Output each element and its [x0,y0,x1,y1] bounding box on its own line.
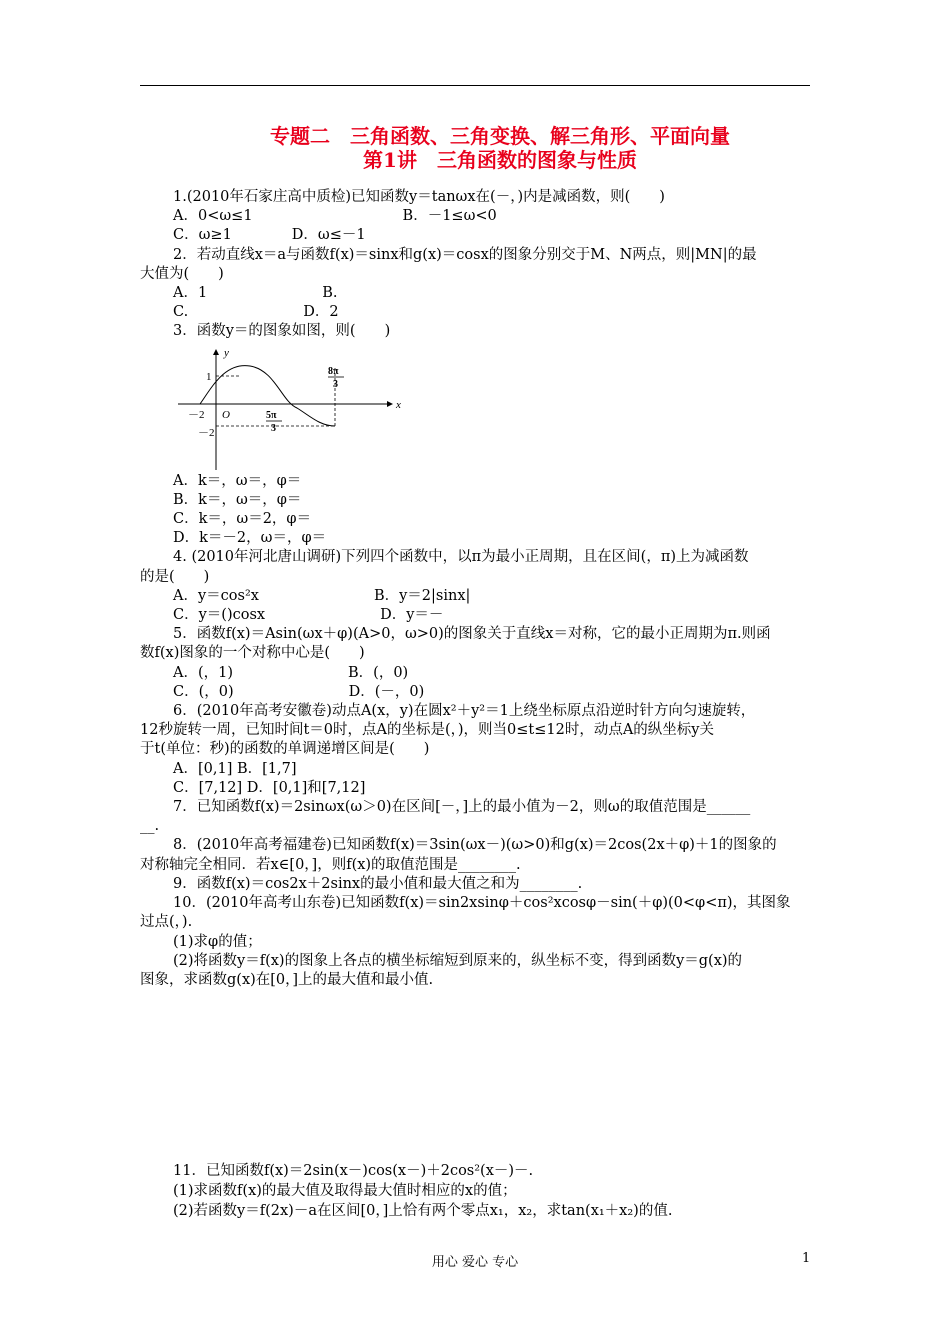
title-line-2: 第1讲 三角函数的图象与性质 [363,148,637,172]
q1-option-d: D．ω≤－1 [291,227,366,244]
q6-stem-3: 于t(单位：秒)的函数的单调递增区间是( ) [140,741,430,758]
q5-options-ab [140,664,810,683]
tick-label-8pi-den: 3 [333,378,338,390]
q10-part-2b: 图象，求函数g(x)在[0，]上的最大值和最小值. [140,971,434,988]
q4-option-d: D．y＝－ [380,607,444,624]
tick-label-5pi-den: 3 [271,422,276,434]
q7-stem-2: __. [140,818,160,835]
q6-stem-2: 12秒旋转一周，已知时间t＝0时，点A的坐标是(，)，则当0≤t≤12时，动点A的纵坐标y关 [140,722,715,739]
q5-option-a: A．(，1) [173,664,234,681]
y-axis-label: y [224,346,229,359]
q2-option-b: B. [322,285,338,302]
origin-label: O [222,408,230,421]
q6-options-cd: C．[7,12] D．[0,1]和[7,12] [173,779,366,796]
q1-option-a: A．0<ω≤1 [173,208,253,225]
q1-options-ab [140,207,810,226]
q5-stem-1: 5．函数f(x)＝Asin(ωx＋φ)(A>0，ω>0)的图象关于直线x＝对称，它的最小正周期为π.则函 [173,626,771,643]
q3-stem: 3．函数y＝的图象如图，则( ) [173,323,391,340]
q5-option-d: D．(－，0) [348,683,425,700]
q9-stem: 9．函数f(x)＝cos2x＋2sinx的最小值和最大值之和为________. [173,875,583,892]
q10-stem-1: 10．(2010年高考山东卷)已知函数f(x)＝sin2xsinφ＋cos²xcosφ－sin(＋φ)(0<φ<π)，其图象 [173,895,791,912]
q10-stem-2: 过点(，). [140,914,193,931]
q1-stem: 1.(2010年石家庄高中质检)已知函数y＝tanωx在(－，)内是减函数，则( ) [173,189,665,205]
q11-part-2: (2)若函数y＝f(2x)－a在区间[0，]上恰有两个零点x₁，x₂，求tan(x₁＋x₂)的值. [173,1203,673,1219]
q4-option-a: A．y＝cos²x [173,587,259,604]
tick-label-neg2-x: －2 [188,408,205,421]
q10-part-2a: (2)将函数y＝f(x)的图象上各点的横坐标缩短到原来的，纵坐标不变，得到函数y＝g(x)的 [173,952,743,969]
q2-stem-2: 大值为( ) [140,265,224,282]
q3-option-c: C．k＝，ω＝2，φ＝ [173,511,312,528]
q3-function-graph [170,342,410,472]
q10-part-1: (1)求φ的值； [173,933,262,950]
q2-option-d: D．2 [303,304,339,321]
q11-part-1: (1)求函数f(x)的最大值及取得最大值时相应的x的值； [173,1183,517,1199]
q8-stem-1: 8．(2010年高考福建卷)已知函数f(x)＝3sin(ωx－)(ω>0)和g(x)＝2cos(2x＋φ)＋1的图象的 [173,837,777,854]
q3-option-b: B．k＝，ω＝，φ＝ [173,491,302,508]
x-axis-label: x [396,398,401,411]
q2-option-c: C. [173,304,189,321]
footer-text: 用心 爱心 专心 [431,1255,519,1270]
page-number: 1 [802,1251,811,1266]
q8-stem-2: 对称轴完全相同．若x∈[0，]，则f(x)的取值范围是________. [140,856,521,873]
q4-option-c: C．y＝()cosx [173,607,266,624]
q5-options-cd [140,683,810,702]
q1-option-b: B．－1≤ω<0 [402,208,497,225]
q2-option-a: A．1 [173,285,208,302]
q1-options-cd [140,226,810,245]
header-rule [140,85,810,86]
q6-options-ab: A．[0,1] B．[1,7] [173,760,297,777]
tick-label-8pi-num: 8π [328,365,339,377]
tick-label-1: 1 [206,370,212,383]
question-11 [140,1161,810,1221]
q2-options-ab [140,284,810,303]
q7-stem-1: 7．已知函数f(x)＝2sinωx(ω＞0)在区间[－，]上的最小值为－2，则ω的取值范围是______ [173,799,751,816]
q3-option-d: D．k＝－2，ω＝，φ＝ [173,530,327,547]
tick-label-neg2-y: －2 [198,426,215,439]
title-line-1: 专题二 三角函数、三角变换、解三角形、平面向量 [270,124,730,148]
q5-stem-2: 数f(x)图象的一个对称中心是( ) [140,645,365,662]
q3-option-a: A．k＝，ω＝，φ＝ [173,472,302,489]
tick-label-5pi-num: 5π [266,409,277,421]
q4-options-ab [140,587,810,606]
q11-stem: 11．已知函数f(x)＝2sin(x－)cos(x－)＋2cos²(x－)－. [173,1163,534,1179]
q4-options-cd [140,606,810,625]
q1-option-c: C．ω≥1 [173,227,232,244]
q2-stem-1: 2．若动直线x＝a与函数f(x)＝sinx和g(x)＝cosx的图象分别交于M、N两点，则|MN|的最 [173,246,757,263]
questions-body [140,188,810,990]
q4-stem-1: 4. (2010年河北唐山调研)下列四个函数中，以π为最小正周期，且在区间(，π)上为减函数 [173,549,749,566]
q5-option-c: C．(，0) [173,683,234,700]
q4-option-b: B．y＝2|sinx| [373,587,471,604]
q4-stem-2: 的是( ) [140,568,210,585]
q5-option-b: B．(，0) [348,664,409,681]
q2-options-cd [140,303,810,322]
q6-stem-1: 6．(2010年高考安徽卷)动点A(x，y)在圆x²＋y²＝1上绕坐标原点沿逆时针方向匀速旋转， [173,703,756,720]
